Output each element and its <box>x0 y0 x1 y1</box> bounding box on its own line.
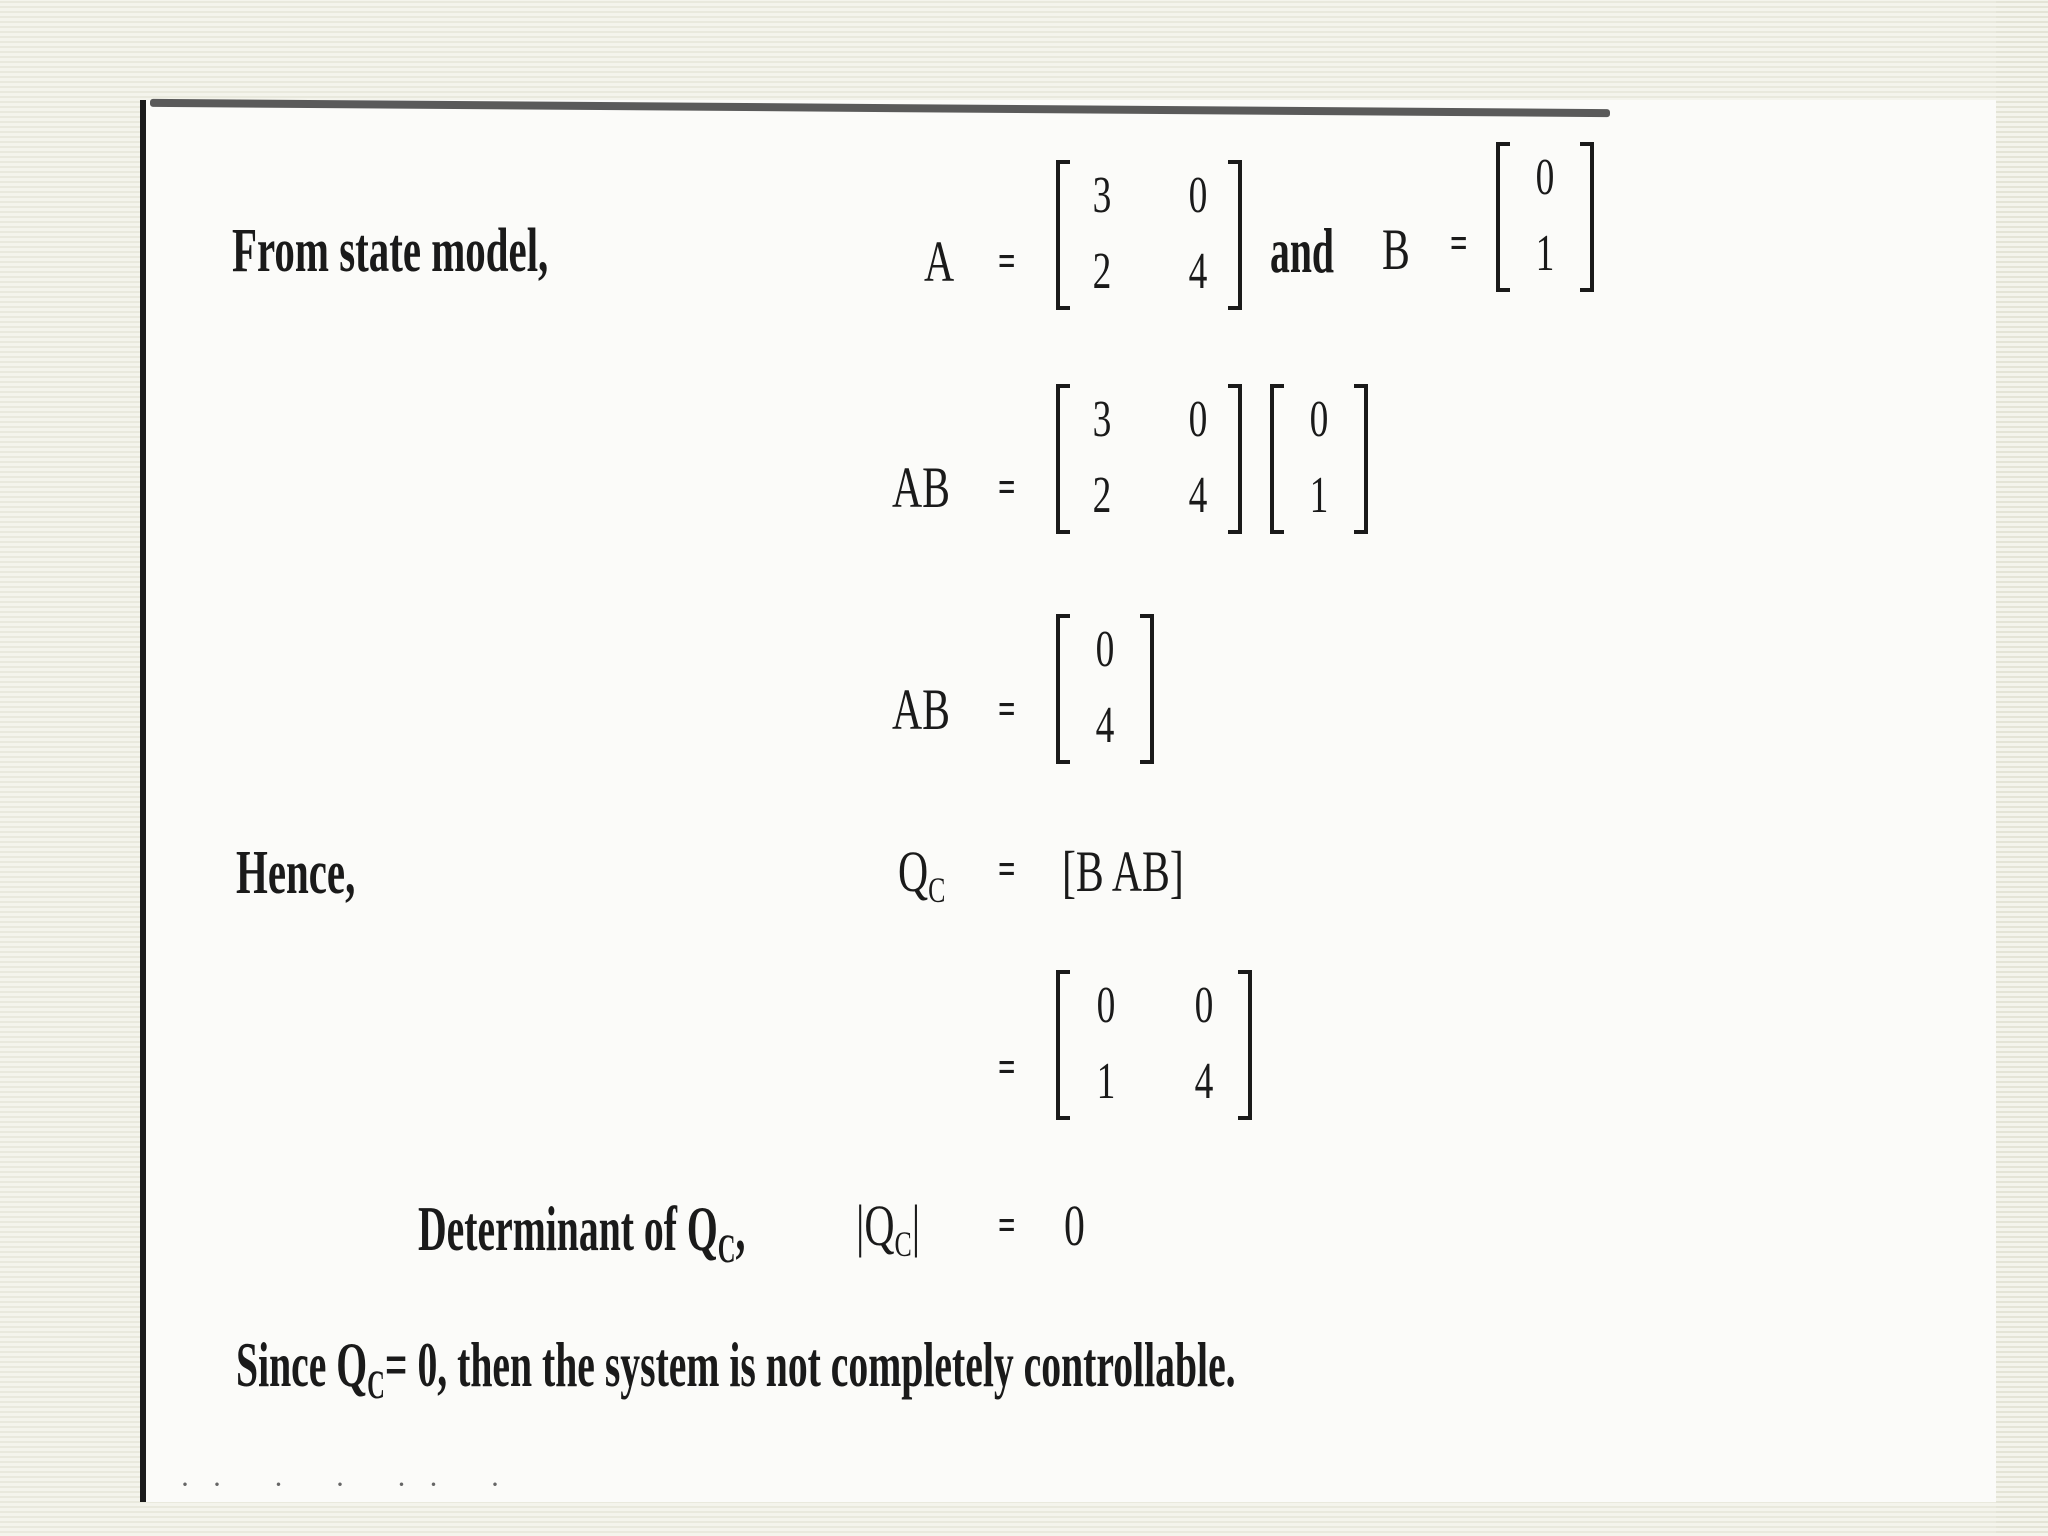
determinant-value: 0 <box>1064 1193 1085 1258</box>
left-bracket <box>1056 160 1070 310</box>
background-stripes <box>1996 0 2048 1536</box>
conclusion-text: Since $Q_C= 0$, then the system is not completely controllable. <box>236 1329 1236 1407</box>
matrix-cell: 0 <box>1096 977 1116 1034</box>
equals-sign: = <box>998 463 1016 512</box>
left-bracket <box>1056 970 1070 1120</box>
symbol-b: B <box>1382 217 1410 282</box>
equals-sign: = <box>998 1043 1016 1092</box>
matrix-cell: 0 <box>1095 621 1115 678</box>
matrix-cell: 3 <box>1092 391 1112 448</box>
matrix-b <box>1496 142 1594 292</box>
matrix-cell: 4 <box>1188 467 1208 524</box>
right-bracket <box>1580 142 1594 292</box>
right-bracket <box>1140 614 1154 764</box>
equals-sign: = <box>998 1201 1016 1250</box>
cut-off-next-line: ·· · · ·· · <box>180 1478 522 1496</box>
equals-sign: = <box>998 845 1016 894</box>
matrix-a <box>1056 160 1242 310</box>
symbol-ab: AB <box>892 455 951 520</box>
equals-sign: = <box>1450 219 1468 268</box>
matrix-ab-result <box>1056 614 1154 764</box>
equals-sign: = <box>998 685 1016 734</box>
right-bracket <box>1228 384 1242 534</box>
matrix-cell: 0 <box>1194 977 1214 1034</box>
matrix-cell: 4 <box>1095 697 1115 754</box>
left-bracket <box>1496 142 1510 292</box>
right-bracket <box>1228 160 1242 310</box>
left-bracket <box>1056 614 1070 764</box>
matrix-cell: 1 <box>1096 1053 1116 1110</box>
matrix-cell: 0 <box>1188 167 1208 224</box>
matrix-cell: 1 <box>1309 467 1329 524</box>
label-hence: Hence, <box>236 839 356 907</box>
matrix-cell: 4 <box>1188 243 1208 300</box>
matrix-cell: 0 <box>1188 391 1208 448</box>
matrix-cell: 4 <box>1194 1053 1214 1110</box>
determinant-abs-qc: $|Q_C|$ <box>856 1193 921 1264</box>
matrix-cell: 3 <box>1092 167 1112 224</box>
symbol-qc: $Q_C$ <box>898 839 946 910</box>
matrix-cell: 2 <box>1092 467 1112 524</box>
right-bracket <box>1354 384 1368 534</box>
label-from-state-model: From state model, <box>232 217 549 285</box>
document-page <box>140 100 1996 1502</box>
symbol-a: A <box>924 229 955 294</box>
matrix-cell: 1 <box>1535 225 1555 282</box>
equals-sign: = <box>998 237 1016 286</box>
left-bracket <box>1056 384 1070 534</box>
matrix-a-product <box>1056 384 1242 534</box>
matrix-cell: 0 <box>1309 391 1329 448</box>
symbol-ab: AB <box>892 677 951 742</box>
matrix-cell: 2 <box>1092 243 1112 300</box>
word-and: and <box>1270 215 1334 286</box>
matrix-b-product <box>1270 384 1368 534</box>
page-left-rule <box>140 100 146 1502</box>
matrix-cell: 0 <box>1535 149 1555 206</box>
left-bracket <box>1270 384 1284 534</box>
right-bracket <box>1238 970 1252 1120</box>
determinant-label: Determinant of $Q_C$, <box>418 1193 746 1271</box>
qc-definition: [B AB] <box>1062 839 1184 904</box>
matrix-qc <box>1056 970 1252 1120</box>
